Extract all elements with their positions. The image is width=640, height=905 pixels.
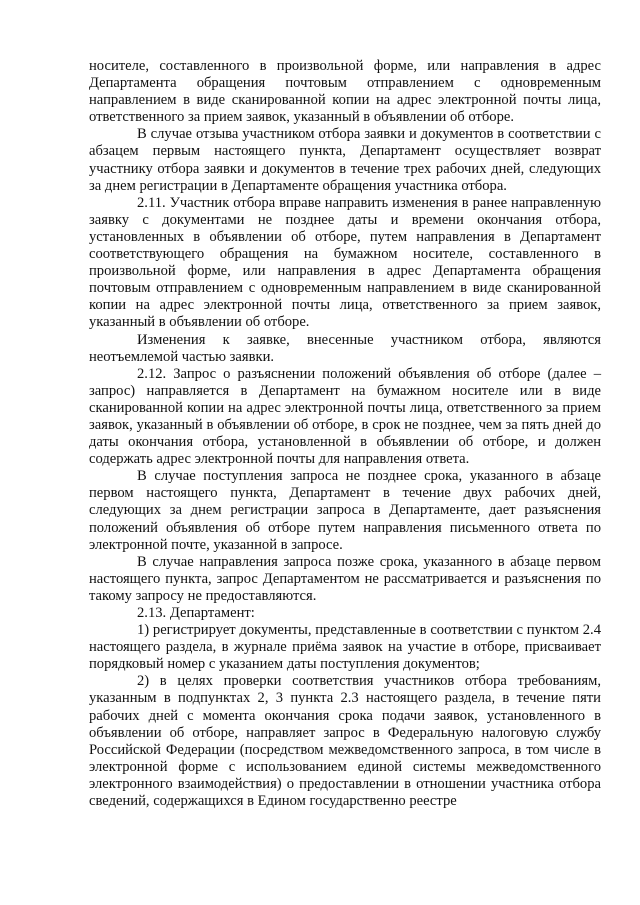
paragraph-1: носителе, составленного в произвольной форме, или направления в адрес Департамента обращения почтовым отправлением с одновременным направлением в виде сканированной копии на адрес электронной почты лица, ответственного за прием заявок, указанный в объявлении об отборе.: [89, 58, 601, 126]
paragraph-7: В случае направления запроса позже срока, указанного в абзаце первом настоящего пункта, запрос Департаментом не рассматривается и разъяснения по такому запросу не предоставляются.: [89, 553, 601, 604]
paragraph-9: 1) регистрирует документы, представленные в соответствии с пунктом 2.4 настоящего раздела, в журнале приёма заявок на участие в отборе, присваивает порядковый номер с указанием даты поступления документов;: [89, 622, 601, 673]
paragraph-3: 2.11. Участник отбора вправе направить изменения в ранее направленную заявку с документами не позднее даты и времени окончания отбора, установленных в объявлении об отборе, путем направления в Департамент соответствующего обращения на бумажном носителе, составленного в произвольной форме, или направления в адрес Департамента обращения почтовым отправлением с одновременным направлением в виде сканированной копии на адрес электронной почты лица, ответственного за прием заявок, указанный в объявлении об отборе.: [89, 194, 601, 331]
paragraph-10: 2) в целях проверки соответствия участников отбора требованиям, указанным в подпунктах 2, 3 пункта 2.3 настоящего раздела, в течение пяти рабочих дней с момента окончания срока подачи заявок, установленного в объявлении об отборе, направляет запрос в Федеральную налоговую службу Российской Федерации (посредством межведомственного запроса, в том числе в электронной форме с использованием единой системы межведомственного электронного взаимодействия) о предоставлении в отношении участника отбора сведений, содержащихся в Едином государственно реестре: [89, 673, 601, 810]
document-page: [89, 58, 601, 810]
paragraph-2: В случае отзыва участником отбора заявки и документов в соответствии с абзацем первым настоящего пункта, Департамент осуществляет возврат участнику отбора заявки и документов в течение трех рабочих дней, следующих за днем регистрации в Департаменте обращения участника отбора.: [89, 126, 601, 194]
paragraph-4: Изменения к заявке, внесенные участником отбора, являются неотъемлемой частью заявки.: [89, 331, 601, 365]
paragraph-8: 2.13. Департамент:: [137, 605, 255, 621]
paragraph-5: 2.12. Запрос о разъяснении положений объявления об отборе (далее – запрос) направляется в Департамент на бумажном носителе или в виде сканированной копии на адрес электронной почты лица, ответственного за прием заявок, указанный в объявлении об отборе, в срок не позднее, чем за пять дней до даты окончания отбора, установленной в объявлении об отборе, и должен содержать адрес электронной почты для направления ответа.: [89, 365, 601, 468]
paragraph-6: В случае поступления запроса не позднее срока, указанного в абзаце первом настоящего пункта, Департамент в течение двух рабочих дней, следующих за днем регистрации запроса в Департаменте, дает разъяснения положений объявления об отборе путем направления письменного ответа по электронной почте, указанной в запросе.: [89, 468, 601, 553]
